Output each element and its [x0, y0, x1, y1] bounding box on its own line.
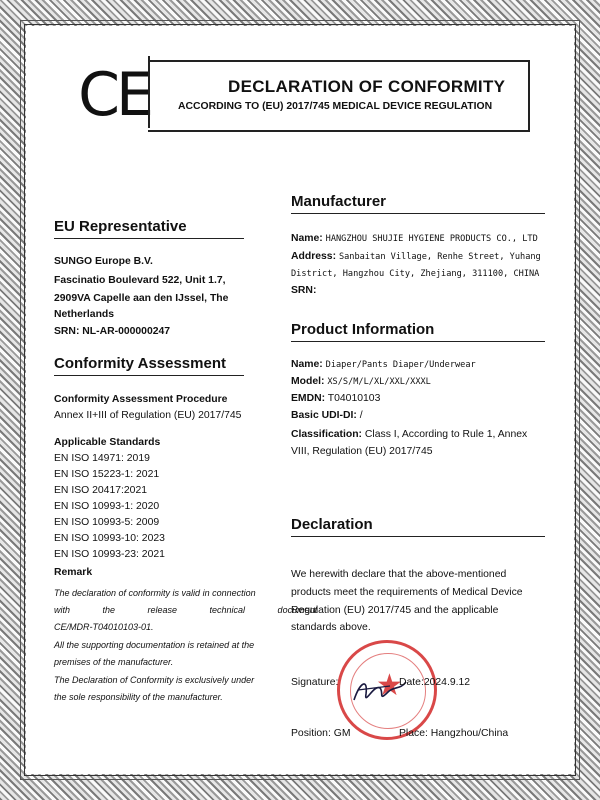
standards-label: Applicable Standards: [54, 437, 161, 448]
eu-rep-line: Fascinatio Boulevard 522, Unit 1.7,: [54, 275, 226, 286]
date-label: Date:: [399, 677, 424, 688]
standard-item: EN ISO 10993-10: 2023: [54, 533, 165, 544]
remark-line: CE/MDR-T04010103-01.: [54, 622, 154, 632]
position-label: Position:: [291, 728, 331, 739]
eu-rep-heading: EU Representative: [54, 218, 187, 235]
eu-rep-rule: [54, 238, 244, 239]
mfr-srn-label: SRN:: [291, 285, 317, 296]
product-heading: Product Information: [291, 321, 435, 338]
classification-label: Classification:: [291, 429, 363, 440]
document-title: DECLARATION OF CONFORMITY: [228, 77, 506, 96]
standard-item: EN ISO 20417:2021: [54, 485, 148, 496]
eu-rep-srn: SRN: NL-AR-000000247: [54, 326, 171, 337]
mfr-address-line2: District, Hangzhou City, Zhejiang, 311100, CHINA: [291, 269, 540, 279]
remark-line: with the release technical document: [54, 605, 318, 615]
udi-label: Basic UDI-DI:: [291, 410, 357, 421]
declaration-line: Regulation (EU) 2017/745 and the applicable: [291, 605, 499, 616]
eu-rep-line: SUNGO Europe B.V.: [54, 256, 153, 267]
mfr-address-label: Address:: [291, 251, 337, 262]
place-label: Place:: [399, 728, 428, 739]
product-rule: [291, 341, 545, 342]
emdn-value: T04010103: [327, 393, 381, 404]
product-model-value: XS/S/M/L/XL/XXL/XXXL: [327, 377, 431, 387]
mfr-name-value: HANGZHOU SHUJIE HYGIENE PRODUCTS CO., LTD: [325, 234, 538, 244]
declaration-line: We herewith declare that the above-mentioned: [291, 569, 507, 580]
remark-line: The Declaration of Conformity is exclusively under: [54, 675, 255, 685]
standard-item: EN ISO 10993-23: 2021: [54, 549, 165, 560]
standard-item: EN ISO 10993-1: 2020: [54, 501, 160, 512]
emdn-label: EMDN:: [291, 393, 326, 404]
declaration-line: products meet the requirements of Medical Device: [291, 587, 523, 598]
standard-item: EN ISO 15223-1: 2021: [54, 469, 160, 480]
manufacturer-rule: [291, 213, 545, 214]
product-name-value: Diaper/Pants Diaper/Underwear: [325, 360, 476, 370]
mfr-address-line1: Sanbaitan Village, Renhe Street, Yuhang: [338, 252, 541, 262]
declaration-line: standards above.: [291, 622, 371, 633]
date-value: 2024.9.12: [423, 677, 471, 688]
eu-rep-line: Netherlands: [54, 309, 115, 320]
product-name-label: Name:: [291, 359, 323, 370]
place-value: Hangzhou/China: [430, 728, 509, 739]
procedure-value: Annex II+III of Regulation (EU) 2017/745: [54, 410, 242, 421]
classification-line1: Class I, According to Rule 1, Annex: [364, 429, 528, 440]
document-subtitle: ACCORDING TO (EU) 2017/745 MEDICAL DEVICE REGULATION: [178, 101, 493, 112]
position-value: GM: [333, 728, 351, 739]
remark-line: premises of the manufacturer.: [54, 657, 174, 667]
procedure-label: Conformity Assessment Procedure: [54, 394, 228, 405]
remark-line: the sole responsibility of the manufacturer.: [54, 692, 223, 702]
product-model-label: Model:: [291, 376, 325, 387]
mfr-name-label: Name:: [291, 233, 323, 244]
remark-line: All the supporting documentation is retained at the: [54, 640, 255, 650]
remark-label: Remark: [54, 567, 93, 578]
ce-mark-text: CE: [78, 60, 150, 130]
manufacturer-heading: Manufacturer: [291, 193, 387, 210]
eu-rep-line: 2909VA Capelle aan den IJssel, The: [54, 293, 229, 304]
udi-value: /: [359, 410, 363, 421]
company-seal: ★: [337, 640, 437, 740]
conformity-heading: Conformity Assessment: [54, 355, 226, 372]
classification-line2: VIII, Regulation (EU) 2017/745: [291, 446, 433, 457]
remark-line: The declaration of conformity is valid in connection: [54, 588, 256, 598]
declaration-rule: [291, 536, 545, 537]
signature-label: Signature:: [291, 677, 339, 688]
conformity-rule: [54, 375, 244, 376]
standard-item: EN ISO 14971: 2019: [54, 453, 150, 464]
standard-item: EN ISO 10993-5: 2009: [54, 517, 160, 528]
declaration-heading: Declaration: [291, 516, 373, 533]
